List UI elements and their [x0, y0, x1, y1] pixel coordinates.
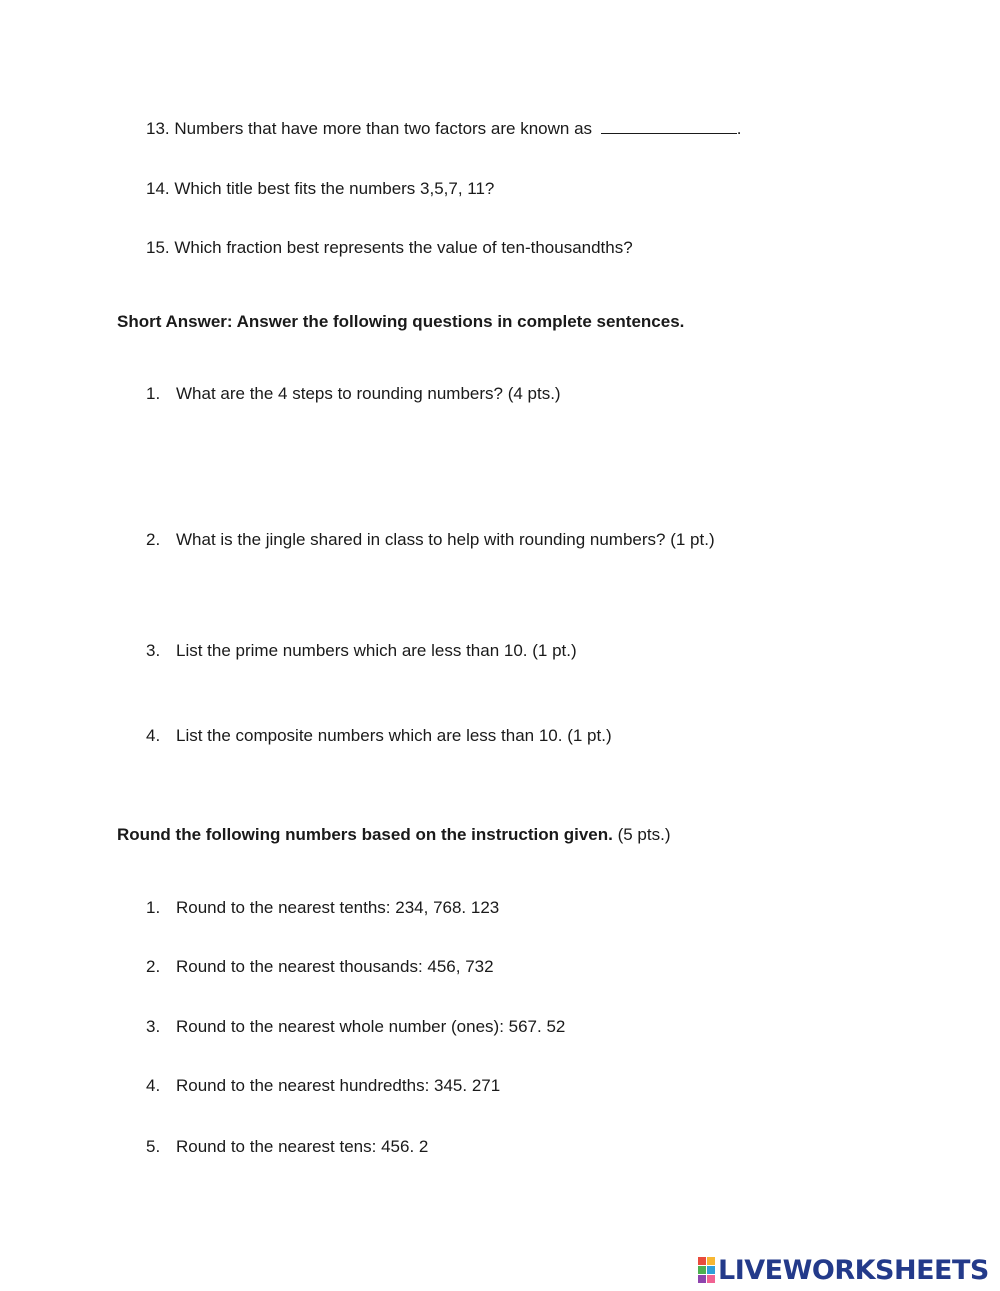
liveworksheets-logo — [698, 1254, 989, 1286]
item-text: Round to the nearest tens: 456. 2 — [176, 1137, 429, 1156]
item-text: Round to the nearest tenths: 234, 768. 123 — [176, 898, 500, 917]
question-number: 13. — [146, 119, 170, 138]
item-number: 1. — [146, 898, 161, 917]
rounding-item-2 — [146, 956, 846, 978]
question-text: Which title best fits the numbers 3,5,7, 11? — [174, 179, 495, 198]
rounding-item-4 — [146, 1075, 846, 1097]
question-suffix: . — [736, 119, 742, 138]
item-text: Round to the nearest whole number (ones): 567. 52 — [176, 1017, 566, 1036]
item-number: 3. — [146, 1017, 161, 1036]
rounding-item-3 — [146, 1016, 846, 1038]
item-number: 3. — [146, 641, 161, 660]
short-answer-item-3 — [146, 640, 846, 662]
question-text: Numbers that have more than two factors are known as — [174, 119, 593, 138]
rounding-heading-line — [117, 824, 670, 846]
item-number: 4. — [146, 726, 161, 745]
item-text: Round to the nearest hundredths: 345. 271 — [176, 1076, 501, 1095]
item-number: 4. — [146, 1076, 161, 1095]
short-answer-heading: Short Answer: Answer the following questions in complete sentences. — [117, 312, 685, 331]
answer-blank[interactable] — [601, 119, 737, 134]
rounding-item-1 — [146, 897, 846, 919]
item-number: 5. — [146, 1137, 161, 1156]
rounding-item-5 — [146, 1136, 846, 1158]
short-answer-item-4 — [146, 725, 846, 747]
item-number: 2. — [146, 530, 161, 549]
logo-mark-icon — [698, 1257, 715, 1283]
question-number: 14. — [146, 179, 170, 198]
item-number: 2. — [146, 957, 161, 976]
short-answer-item-2 — [146, 529, 846, 551]
item-text: List the prime numbers which are less than 10. (1 pt.) — [176, 641, 577, 660]
item-text: What is the jingle shared in class to help with rounding numbers? (1 pt.) — [176, 530, 715, 549]
question-14 — [146, 178, 494, 200]
item-number: 1. — [146, 384, 161, 403]
question-15 — [146, 237, 633, 259]
question-13 — [146, 118, 742, 140]
short-answer-item-1 — [146, 383, 846, 405]
logo-text: LIVEWORKSHEETS — [718, 1254, 989, 1286]
rounding-points: (5 pts.) — [617, 825, 671, 844]
question-number: 15. — [146, 238, 170, 257]
item-text: Round to the nearest thousands: 456, 732 — [176, 957, 494, 976]
item-text: What are the 4 steps to rounding numbers? (4 pts.) — [176, 384, 561, 403]
question-text: Which fraction best represents the value of ten-thousandths? — [174, 238, 633, 257]
rounding-heading: Round the following numbers based on the instruction given. — [117, 825, 613, 844]
item-text: List the composite numbers which are less than 10. (1 pt.) — [176, 726, 612, 745]
